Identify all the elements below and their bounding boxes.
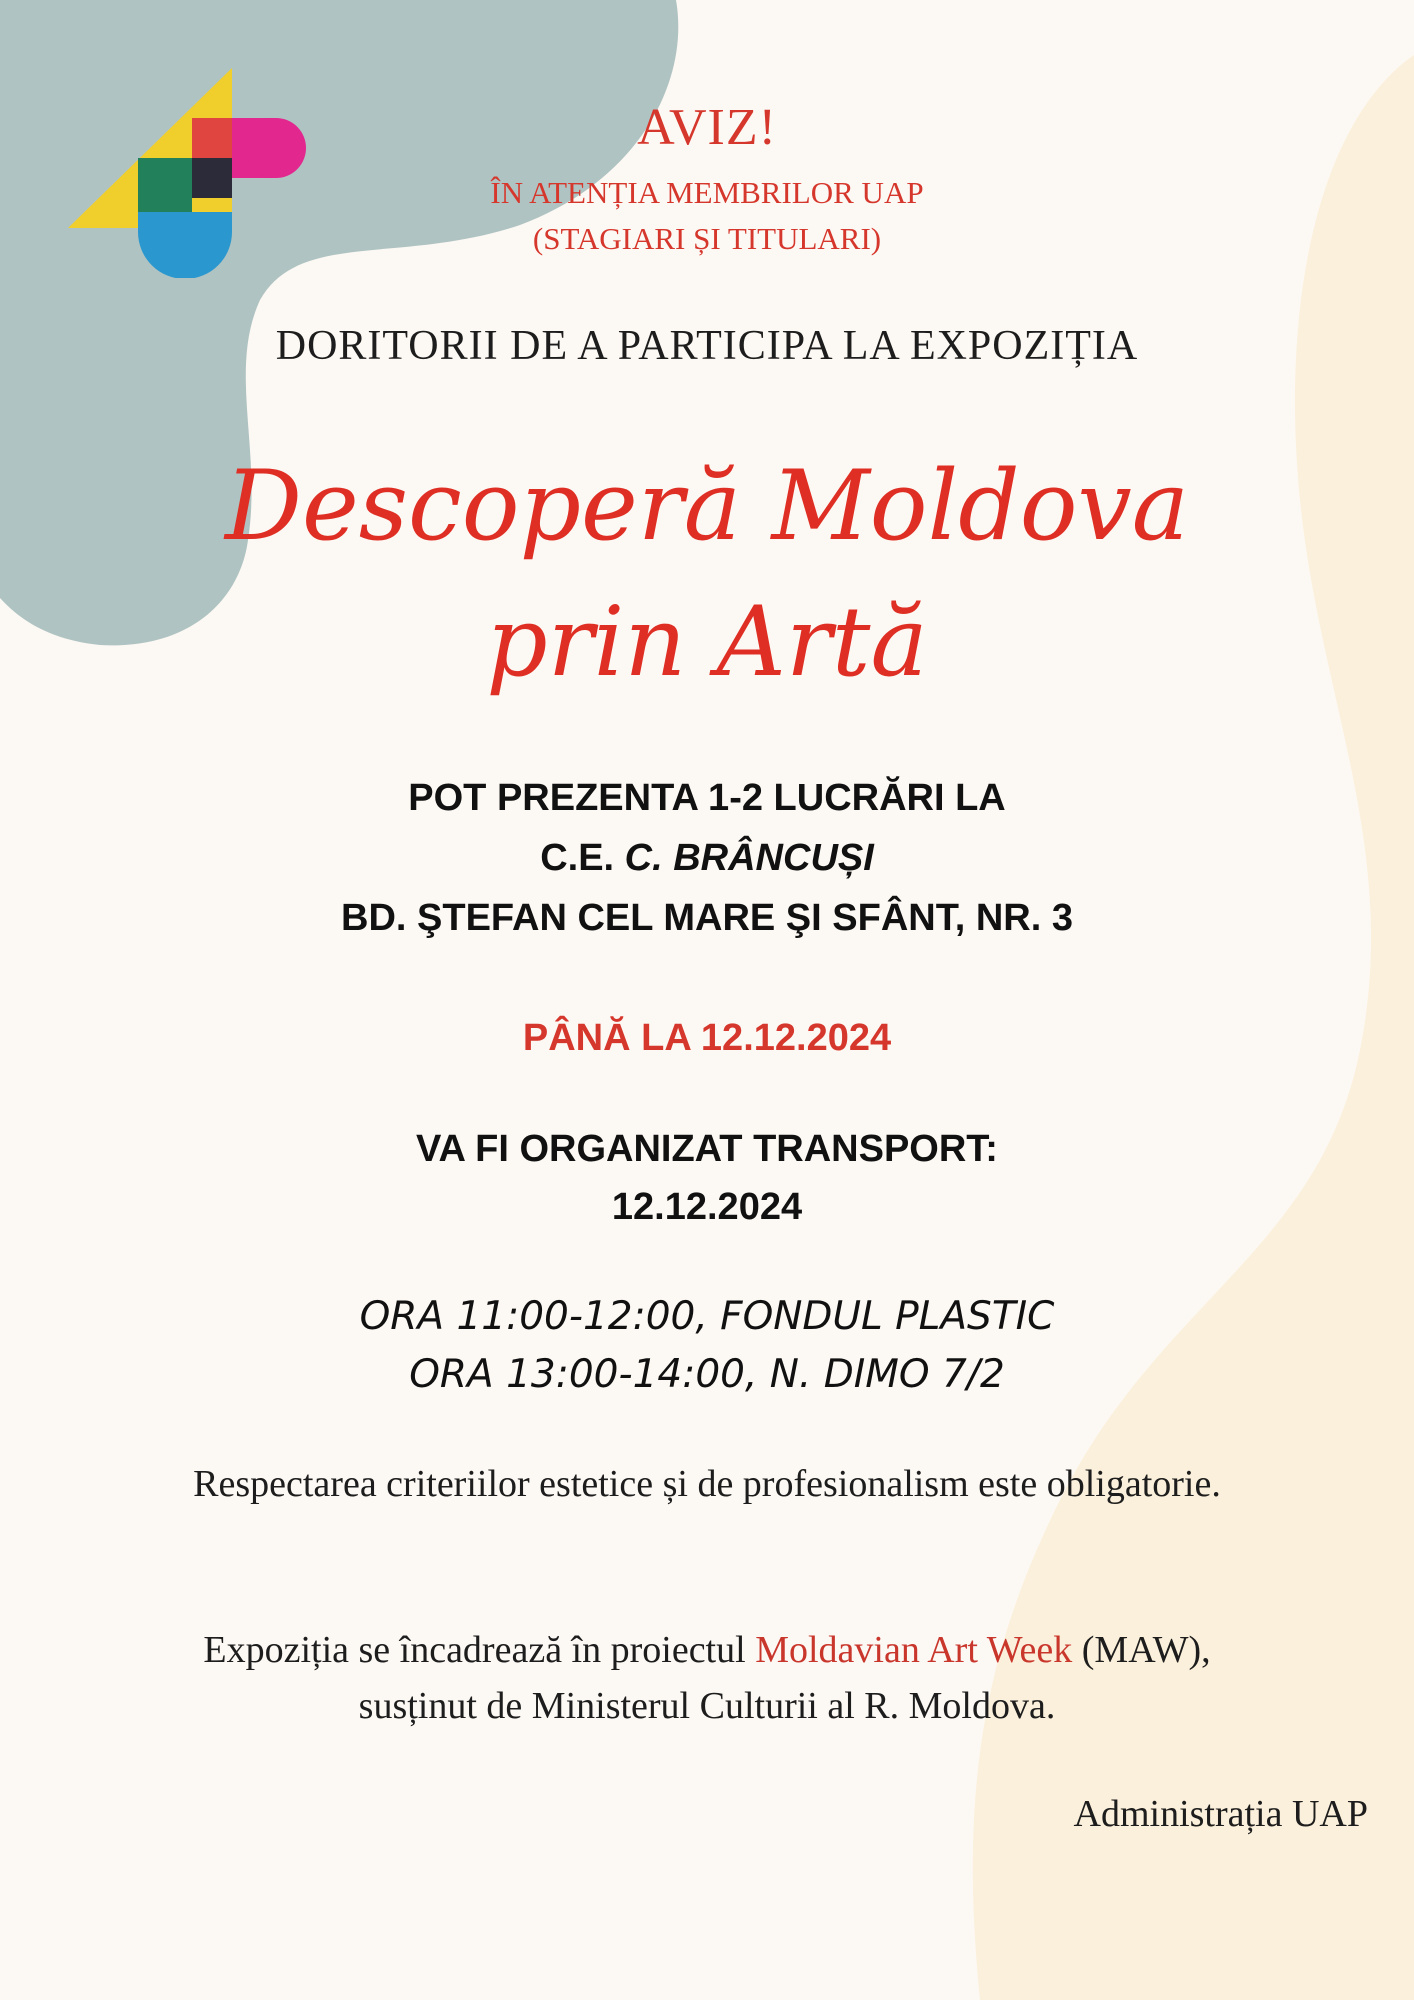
project-note-before: Expoziția se încadrează în proiectul: [203, 1629, 756, 1671]
exhibition-title-line-2: prin Artă: [486, 586, 928, 698]
signature: Administrația UAP: [1073, 1793, 1368, 1835]
project-note-line-1: [0, 1622, 1414, 1678]
transport-date: 12.12.2024: [611, 1186, 803, 1228]
intro-text: DORITORII DE A PARTICIPA LA EXPOZIȚIA: [275, 323, 1139, 369]
submission-line-2: [0, 828, 1414, 888]
members-notice-line-2: (STAGIARI ȘI TITULARI): [532, 221, 882, 256]
submission-info: [0, 768, 1414, 948]
exhibition-title: [0, 438, 1414, 710]
members-notice: [0, 170, 1414, 262]
project-note-line-2: susținut de Ministerul Culturii al R. Moldova.: [358, 1685, 1056, 1727]
project-note: [0, 1622, 1414, 1734]
members-notice-line-1: ÎN ATENȚIA MEMBRILOR UAP: [490, 175, 924, 210]
transport-line-1: VA FI ORGANIZAT TRANSPORT:: [416, 1128, 998, 1170]
project-note-after: (MAW),: [1072, 1629, 1211, 1671]
submission-address: BD. ŞTEFAN CEL MARE ŞI SFÂNT, NR. 3: [341, 897, 1073, 939]
schedule-item-2: ORA 13:00-14:00, N. DIMO 7/2: [409, 1352, 1005, 1397]
venue-name: C. BRÂNCUȘI: [624, 837, 874, 879]
criteria-note: Respectarea criteriilor estetice și de profesionalism este obligatorie.: [193, 1463, 1221, 1505]
transport-info: [0, 1120, 1414, 1236]
venue-prefix: C.E.: [540, 837, 625, 879]
schedule: [0, 1288, 1414, 1404]
aviz-heading: AVIZ!: [637, 99, 777, 156]
submission-line-1: POT PREZENTA 1-2 LUCRĂRI LA: [408, 777, 1006, 819]
deadline: PÂNĂ LA 12.12.2024: [522, 1017, 892, 1059]
exhibition-title-line-1: Descoperă Moldova: [224, 450, 1190, 562]
project-name-highlight: Moldavian Art Week: [755, 1629, 1073, 1671]
schedule-item-1: ORA 11:00-12:00, FONDUL PLASTIC: [359, 1294, 1055, 1339]
